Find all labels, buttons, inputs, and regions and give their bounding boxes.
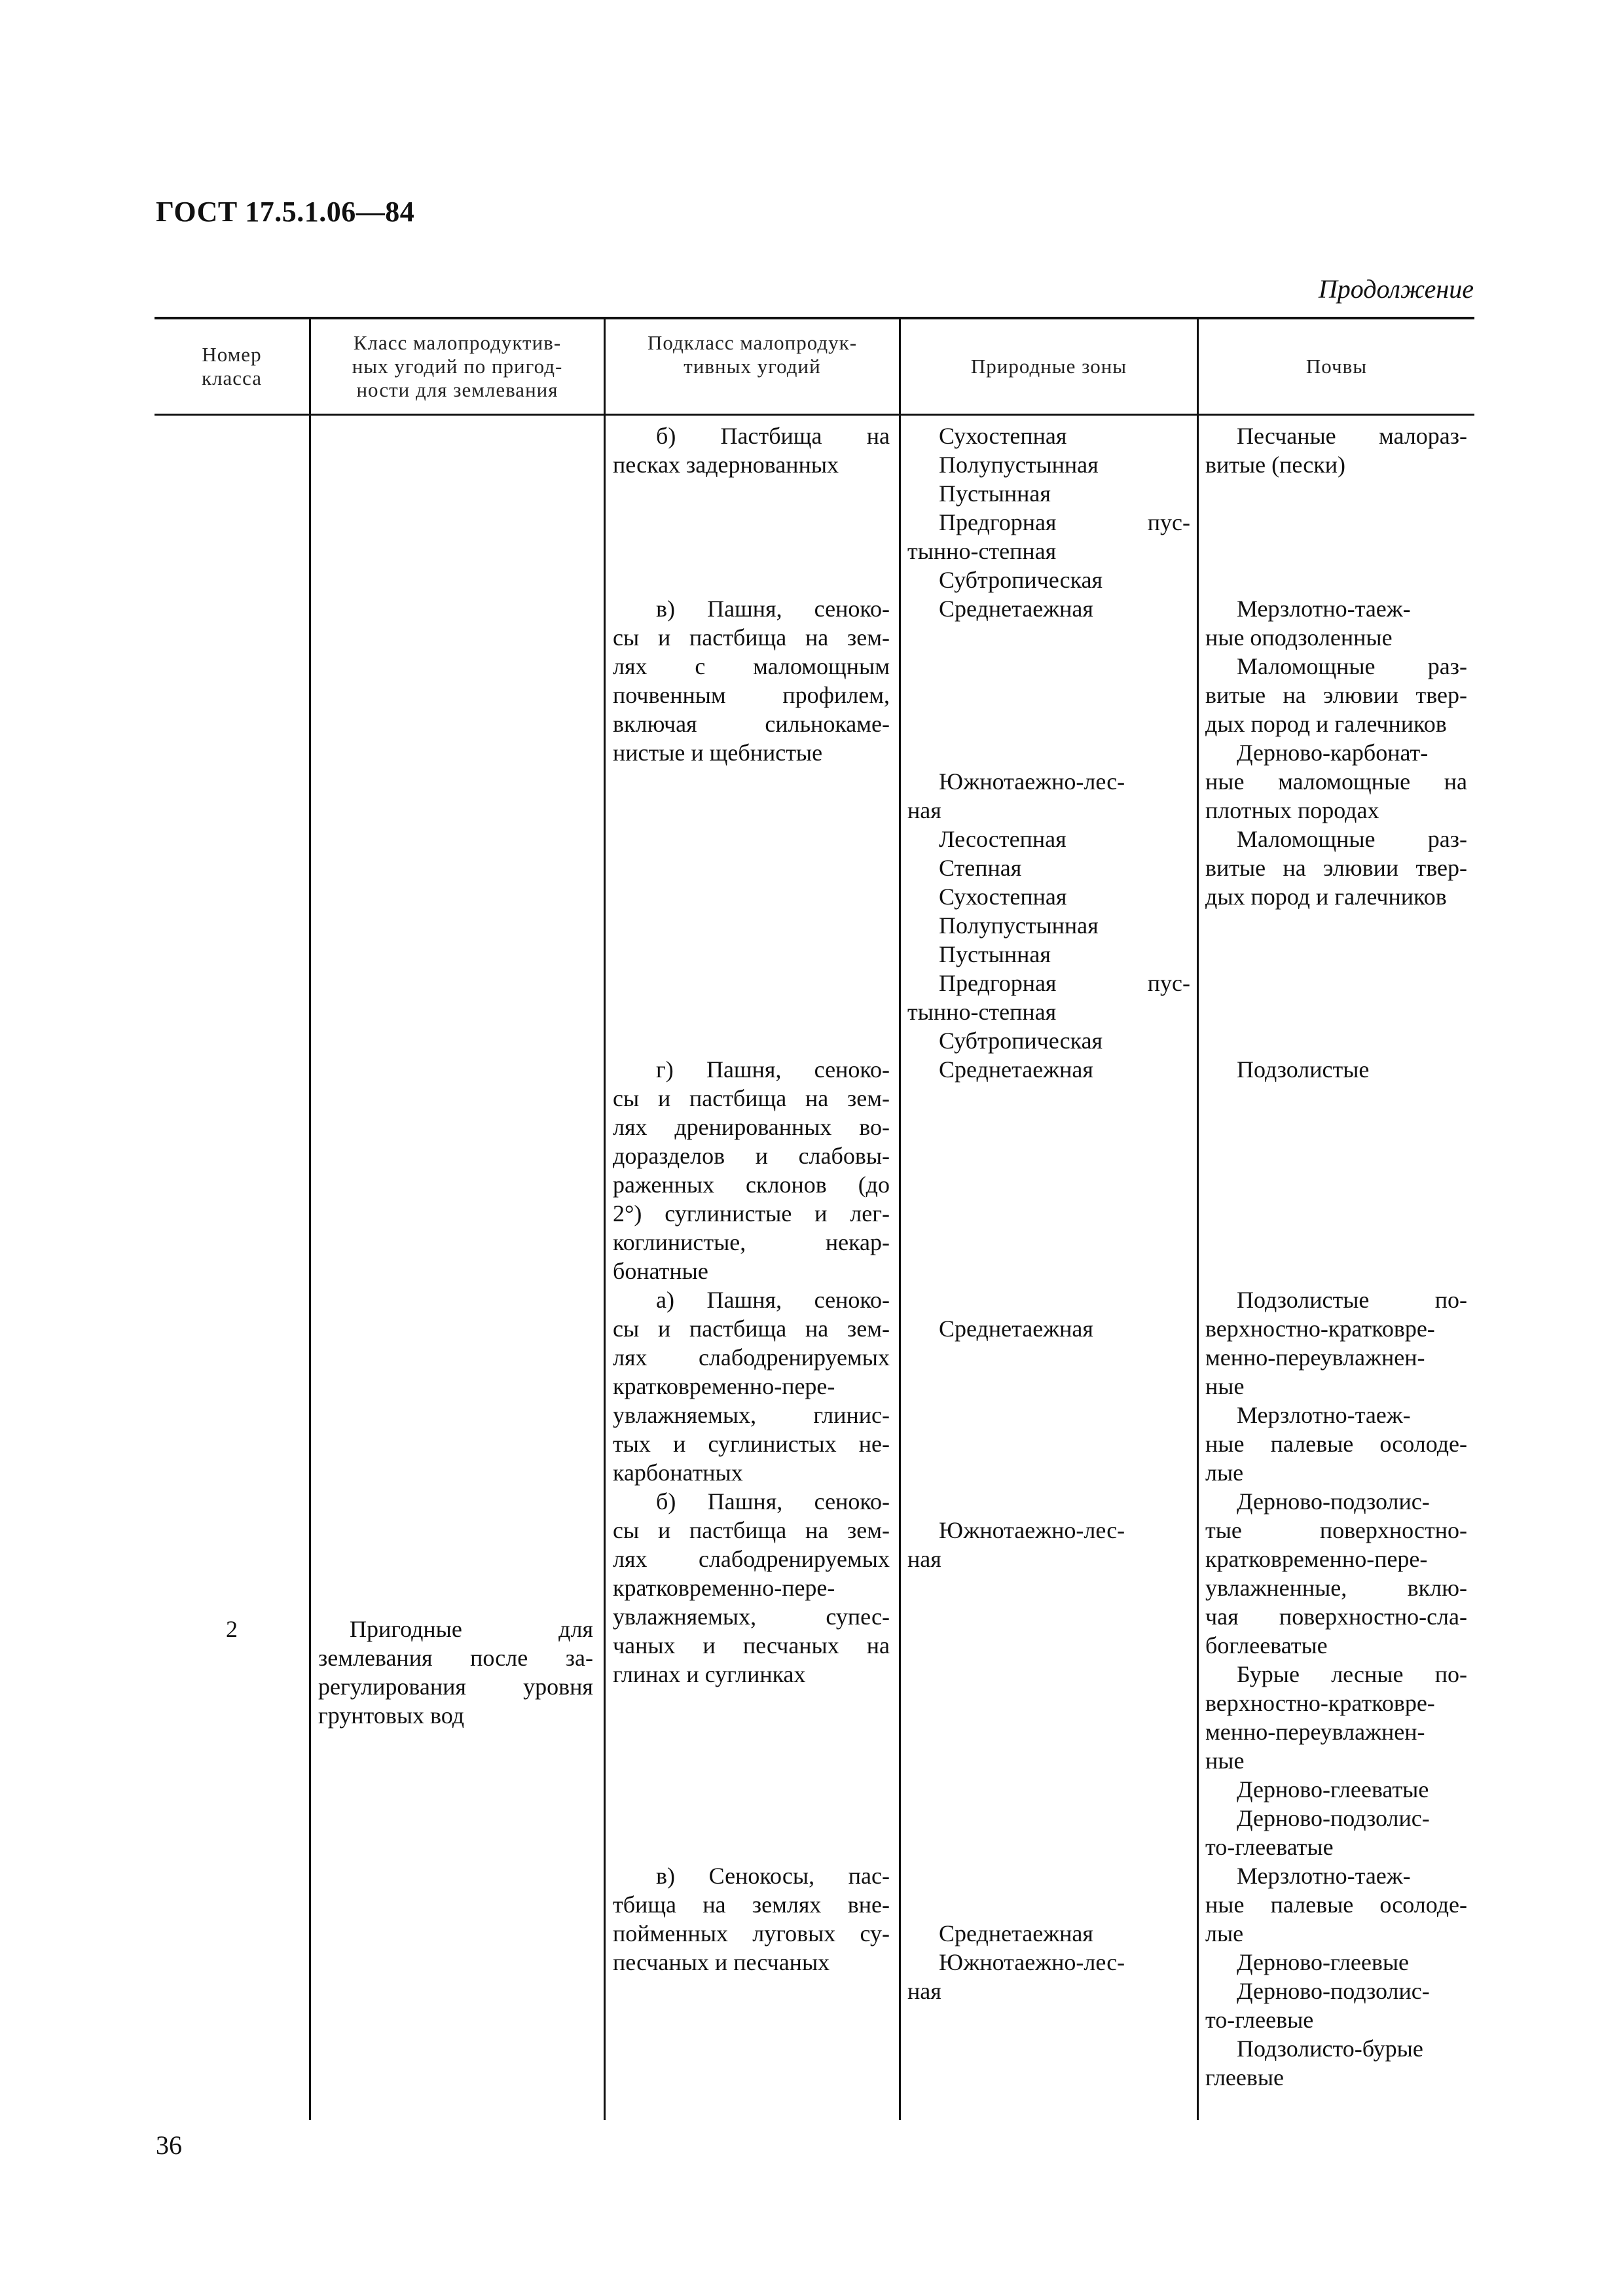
cell-line xyxy=(907,1401,1190,1429)
cell-line: Сухостепная xyxy=(939,884,1067,910)
header-natural-zones: Природные зоны xyxy=(970,355,1127,378)
cell-line xyxy=(613,565,890,594)
cell-line: включая сильнокаме- xyxy=(613,711,890,737)
cell-line: тых и суглинистых не- xyxy=(613,1431,890,1457)
cell-line xyxy=(613,508,890,537)
cell-line: раженных склонов (до xyxy=(613,1172,890,1198)
cell-line: бонатные xyxy=(613,1258,708,1284)
cell-line: Бурые лесные по- xyxy=(1237,1661,1467,1687)
cell-line: Мерзлотно-таеж- xyxy=(1237,596,1411,622)
cell-line: витые (пески) xyxy=(1205,452,1346,478)
cell-line: Дерново-глеевые xyxy=(1237,1949,1410,1975)
cell-line: дых пород и галечников xyxy=(1205,711,1447,737)
cell-line: тбища на землях вне- xyxy=(613,1892,890,1918)
cell-line xyxy=(907,1170,1190,1199)
cell-line xyxy=(907,1458,1190,1487)
subclass-column xyxy=(613,422,890,1977)
cell-line: лые xyxy=(1205,1460,1244,1486)
cell-line: грунтовых вод xyxy=(318,1702,465,1729)
cell-line xyxy=(613,997,890,1026)
cell-line: ная xyxy=(907,797,941,823)
cell-line xyxy=(1205,1084,1467,1113)
cell-line: увлажняемых, супес- xyxy=(613,1604,890,1630)
column-divider xyxy=(899,317,901,2120)
cell-line: Мерзлотно-таеж- xyxy=(1237,1402,1411,1428)
cell-line: сы и пастбища на зем- xyxy=(613,1085,890,1111)
cell-line xyxy=(907,681,1190,709)
cell-line xyxy=(1205,969,1467,997)
cell-line xyxy=(613,940,890,969)
cell-line: Полупустынная xyxy=(939,452,1099,478)
cell-line: Среднетаежная xyxy=(939,1316,1093,1342)
cell-line: сы и пастбища на зем- xyxy=(613,1316,890,1342)
cell-line: кратковременно-пере- xyxy=(1205,1546,1428,1572)
cell-line xyxy=(613,1804,890,1833)
cell-line: ная xyxy=(907,1978,941,2004)
cell-line xyxy=(907,1285,1190,1314)
cell-line xyxy=(907,1113,1190,1141)
cell-line xyxy=(907,1689,1190,1717)
cell-line: в) Пашня, сеноко- xyxy=(656,596,890,622)
cell-line xyxy=(1205,997,1467,1026)
cell-line xyxy=(1205,1170,1467,1199)
cell-line xyxy=(613,767,890,796)
cell-line: глеевые xyxy=(1205,2064,1285,2090)
cell-line xyxy=(613,479,890,508)
cell-line: 2°) суглинистые и лег- xyxy=(613,1200,890,1227)
cell-line: сы и пастбища на зем- xyxy=(613,1517,890,1543)
cell-line: глинах и суглинках xyxy=(613,1661,806,1687)
cell-line: ные палевые осолоде- xyxy=(1205,1431,1467,1457)
cell-line: Дерново-карбонат- xyxy=(1237,740,1429,766)
cell-line xyxy=(907,1890,1190,1919)
cell-line: Степная xyxy=(939,855,1022,881)
cell-line xyxy=(907,1372,1190,1401)
cell-line: Полупустынная xyxy=(939,912,1099,939)
page-number: 36 xyxy=(156,2130,182,2160)
cell-line xyxy=(613,796,890,825)
cell-line xyxy=(1205,1113,1467,1141)
natural-zone-column xyxy=(907,422,1190,2005)
column-divider xyxy=(1197,317,1199,2120)
cell-line xyxy=(907,1602,1190,1631)
cell-line: Дерново-подзолис- xyxy=(1237,1978,1430,2004)
cell-line xyxy=(907,1775,1190,1804)
cell-line: тые поверхностно- xyxy=(1205,1517,1467,1543)
cell-line xyxy=(907,1717,1190,1746)
cell-line xyxy=(907,1141,1190,1170)
cell-line: Предгорная пус- xyxy=(939,509,1190,535)
cell-line: б) Пастбища на xyxy=(656,423,890,449)
cell-line xyxy=(1205,1141,1467,1170)
cell-line xyxy=(613,969,890,997)
cell-line: Пустынная xyxy=(939,480,1051,507)
cell-line: менно-переувлажнен- xyxy=(1205,1344,1425,1371)
cell-line: Дерново-глееватые xyxy=(1237,1776,1429,1803)
cell-line xyxy=(613,1833,890,1861)
cell-line xyxy=(907,623,1190,652)
column-divider xyxy=(309,317,311,2120)
cell-line: Среднетаежная xyxy=(939,596,1093,622)
cell-line xyxy=(1205,1199,1467,1228)
cell-line: ные палевые осолоде- xyxy=(1205,1892,1467,1918)
cell-line: лые xyxy=(1205,1920,1244,1946)
cell-line: доразделов и слабовы- xyxy=(613,1143,890,1169)
cell-line: боглееватые xyxy=(1205,1632,1328,1659)
cell-line xyxy=(1205,940,1467,969)
cell-line xyxy=(907,1084,1190,1113)
cell-line: Субтропическая xyxy=(939,567,1103,593)
cell-line: кратковременно-пере- xyxy=(613,1575,835,1601)
cell-line: Подзолистые по- xyxy=(1237,1287,1467,1313)
cell-line: то-глеевые xyxy=(1205,2007,1314,2033)
cell-line: чаных и песчаных на xyxy=(613,1632,890,1659)
cell-line xyxy=(907,1228,1190,1257)
cell-line xyxy=(613,537,890,565)
cell-line xyxy=(907,738,1190,767)
cell-line: Пригодные для xyxy=(350,1616,593,1642)
cell-line: Дерново-подзолис- xyxy=(1237,1488,1430,1515)
cell-line xyxy=(907,1573,1190,1602)
cell-line: сы и пастбища на зем- xyxy=(613,624,890,651)
column-divider xyxy=(604,317,606,2120)
cell-line: Южнотаежно-лес- xyxy=(939,1517,1125,1543)
cell-line xyxy=(1205,479,1467,508)
cell-line xyxy=(907,1257,1190,1285)
cell-line xyxy=(1205,565,1467,594)
cell-line: Песчаные малораз- xyxy=(1237,423,1467,449)
cell-line: то-глееватые xyxy=(1205,1834,1334,1860)
cell-line: б) Пашня, сеноко- xyxy=(656,1488,890,1515)
cell-line: песчаных и песчаных xyxy=(613,1949,830,1975)
cell-line: Мерзлотно-таеж- xyxy=(1237,1863,1411,1889)
cell-line xyxy=(907,1199,1190,1228)
document-code: ГОСТ 17.5.1.06—84 xyxy=(156,196,415,228)
cell-line: дых пород и галечников xyxy=(1205,884,1447,910)
cell-line: ная xyxy=(907,1546,941,1572)
cell-line: увлажненные, вклю- xyxy=(1205,1575,1467,1601)
cell-line xyxy=(907,652,1190,681)
cell-line: Субтропическая xyxy=(939,1028,1103,1054)
cell-line xyxy=(613,1026,890,1055)
cell-line xyxy=(613,853,890,882)
cell-line: песках задернованных xyxy=(613,452,839,478)
cell-line: Маломощные раз- xyxy=(1237,826,1467,852)
cell-line: лях с маломощным xyxy=(613,653,890,679)
cell-line xyxy=(907,1487,1190,1516)
cell-line: ные оподзоленные xyxy=(1205,624,1393,651)
cell-line xyxy=(613,911,890,940)
cell-line xyxy=(1205,508,1467,537)
cell-line: нистые и щебнистые xyxy=(613,740,823,766)
cell-line xyxy=(1205,537,1467,565)
cell-line: пойменных луговых су- xyxy=(613,1920,890,1946)
cell-line: Южнотаежно-лес- xyxy=(939,768,1125,795)
header-land-class: Класс малопродуктив- ных угодий по пригод- ности для землевания xyxy=(352,331,563,401)
cell-line xyxy=(613,1717,890,1746)
cell-line xyxy=(1205,1257,1467,1285)
cell-line: ные xyxy=(1205,1748,1245,1774)
cell-line: витые на элювии твер- xyxy=(1205,855,1467,881)
cell-line xyxy=(1205,1228,1467,1257)
table-header-rule xyxy=(155,414,1474,416)
cell-line: ные маломощные на xyxy=(1205,768,1467,795)
header-subclass: Подкласс малопродук- тивных угодий xyxy=(647,331,858,378)
cell-line: регулирования уровня xyxy=(318,1674,593,1700)
cell-line: Подзолистые xyxy=(1237,1056,1370,1083)
cell-line: Дерново-подзолис- xyxy=(1237,1805,1430,1831)
header-class-number: Номер класса xyxy=(202,343,262,389)
cell-line xyxy=(907,1804,1190,1833)
cell-line: Лесостепная xyxy=(939,826,1067,852)
cell-line: почвенным профилем, xyxy=(613,682,890,708)
cell-line: Южнотаежно-лес- xyxy=(939,1949,1125,1975)
cell-line xyxy=(907,1343,1190,1372)
cell-line: верхностно-кратковре- xyxy=(1205,1316,1435,1342)
cell-line: карбонатных xyxy=(613,1460,743,1486)
cell-line: ные xyxy=(1205,1373,1245,1399)
cell-line: Среднетаежная xyxy=(939,1056,1093,1083)
cell-line: тынно-степная xyxy=(907,999,1057,1025)
class-number: 2 xyxy=(226,1616,238,1642)
cell-line: землевания после за- xyxy=(318,1645,593,1671)
cell-line xyxy=(1205,911,1467,940)
cell-line: Среднетаежная xyxy=(939,1920,1093,1946)
cell-line xyxy=(613,882,890,911)
cell-line: Пустынная xyxy=(939,941,1051,967)
cell-line: менно-переувлажнен- xyxy=(1205,1719,1425,1745)
cell-line xyxy=(613,825,890,853)
cell-line xyxy=(907,709,1190,738)
cell-line xyxy=(907,1746,1190,1775)
cell-line: чая поверхностно-сла- xyxy=(1205,1604,1467,1630)
cell-line xyxy=(907,1429,1190,1458)
cell-line: лях дренированных во- xyxy=(613,1114,890,1140)
cell-line: кратковременно-пере- xyxy=(613,1373,835,1399)
soil-column xyxy=(1205,422,1467,2092)
cell-line: лях слабодренируемых xyxy=(613,1344,890,1371)
cell-line: коглинистые, некар- xyxy=(613,1229,890,1255)
cell-line: витые на элювии твер- xyxy=(1205,682,1467,708)
cell-line xyxy=(613,1746,890,1775)
cell-line xyxy=(907,1631,1190,1660)
cell-line: Подзолисто-бурые xyxy=(1237,2036,1423,2062)
cell-line: лях слабодренируемых xyxy=(613,1546,890,1572)
cell-line xyxy=(907,1660,1190,1689)
cell-line: Предгорная пус- xyxy=(939,970,1190,996)
land-class-cell xyxy=(318,1615,593,1730)
header-soils: Почвы xyxy=(1305,355,1368,378)
cell-line xyxy=(1205,1026,1467,1055)
cell-line xyxy=(613,1775,890,1804)
cell-line: г) Пашня, сеноко- xyxy=(656,1056,890,1083)
cell-line: а) Пашня, сеноко- xyxy=(656,1287,890,1313)
cell-line: увлажняемых, глинис- xyxy=(613,1402,890,1428)
cell-line xyxy=(613,1689,890,1717)
cell-line: тынно-степная xyxy=(907,538,1057,564)
cell-line: верхностно-кратковре- xyxy=(1205,1690,1435,1716)
cell-line: плотных породах xyxy=(1205,797,1379,823)
cell-line: Сухостепная xyxy=(939,423,1067,449)
cell-line xyxy=(907,1861,1190,1890)
cell-line: в) Сенокосы, пас- xyxy=(656,1863,890,1889)
continuation-label: Продолжение xyxy=(1318,274,1474,304)
soil-class-table xyxy=(155,317,1474,2120)
cell-line: Маломощные раз- xyxy=(1237,653,1467,679)
cell-line xyxy=(907,1833,1190,1861)
